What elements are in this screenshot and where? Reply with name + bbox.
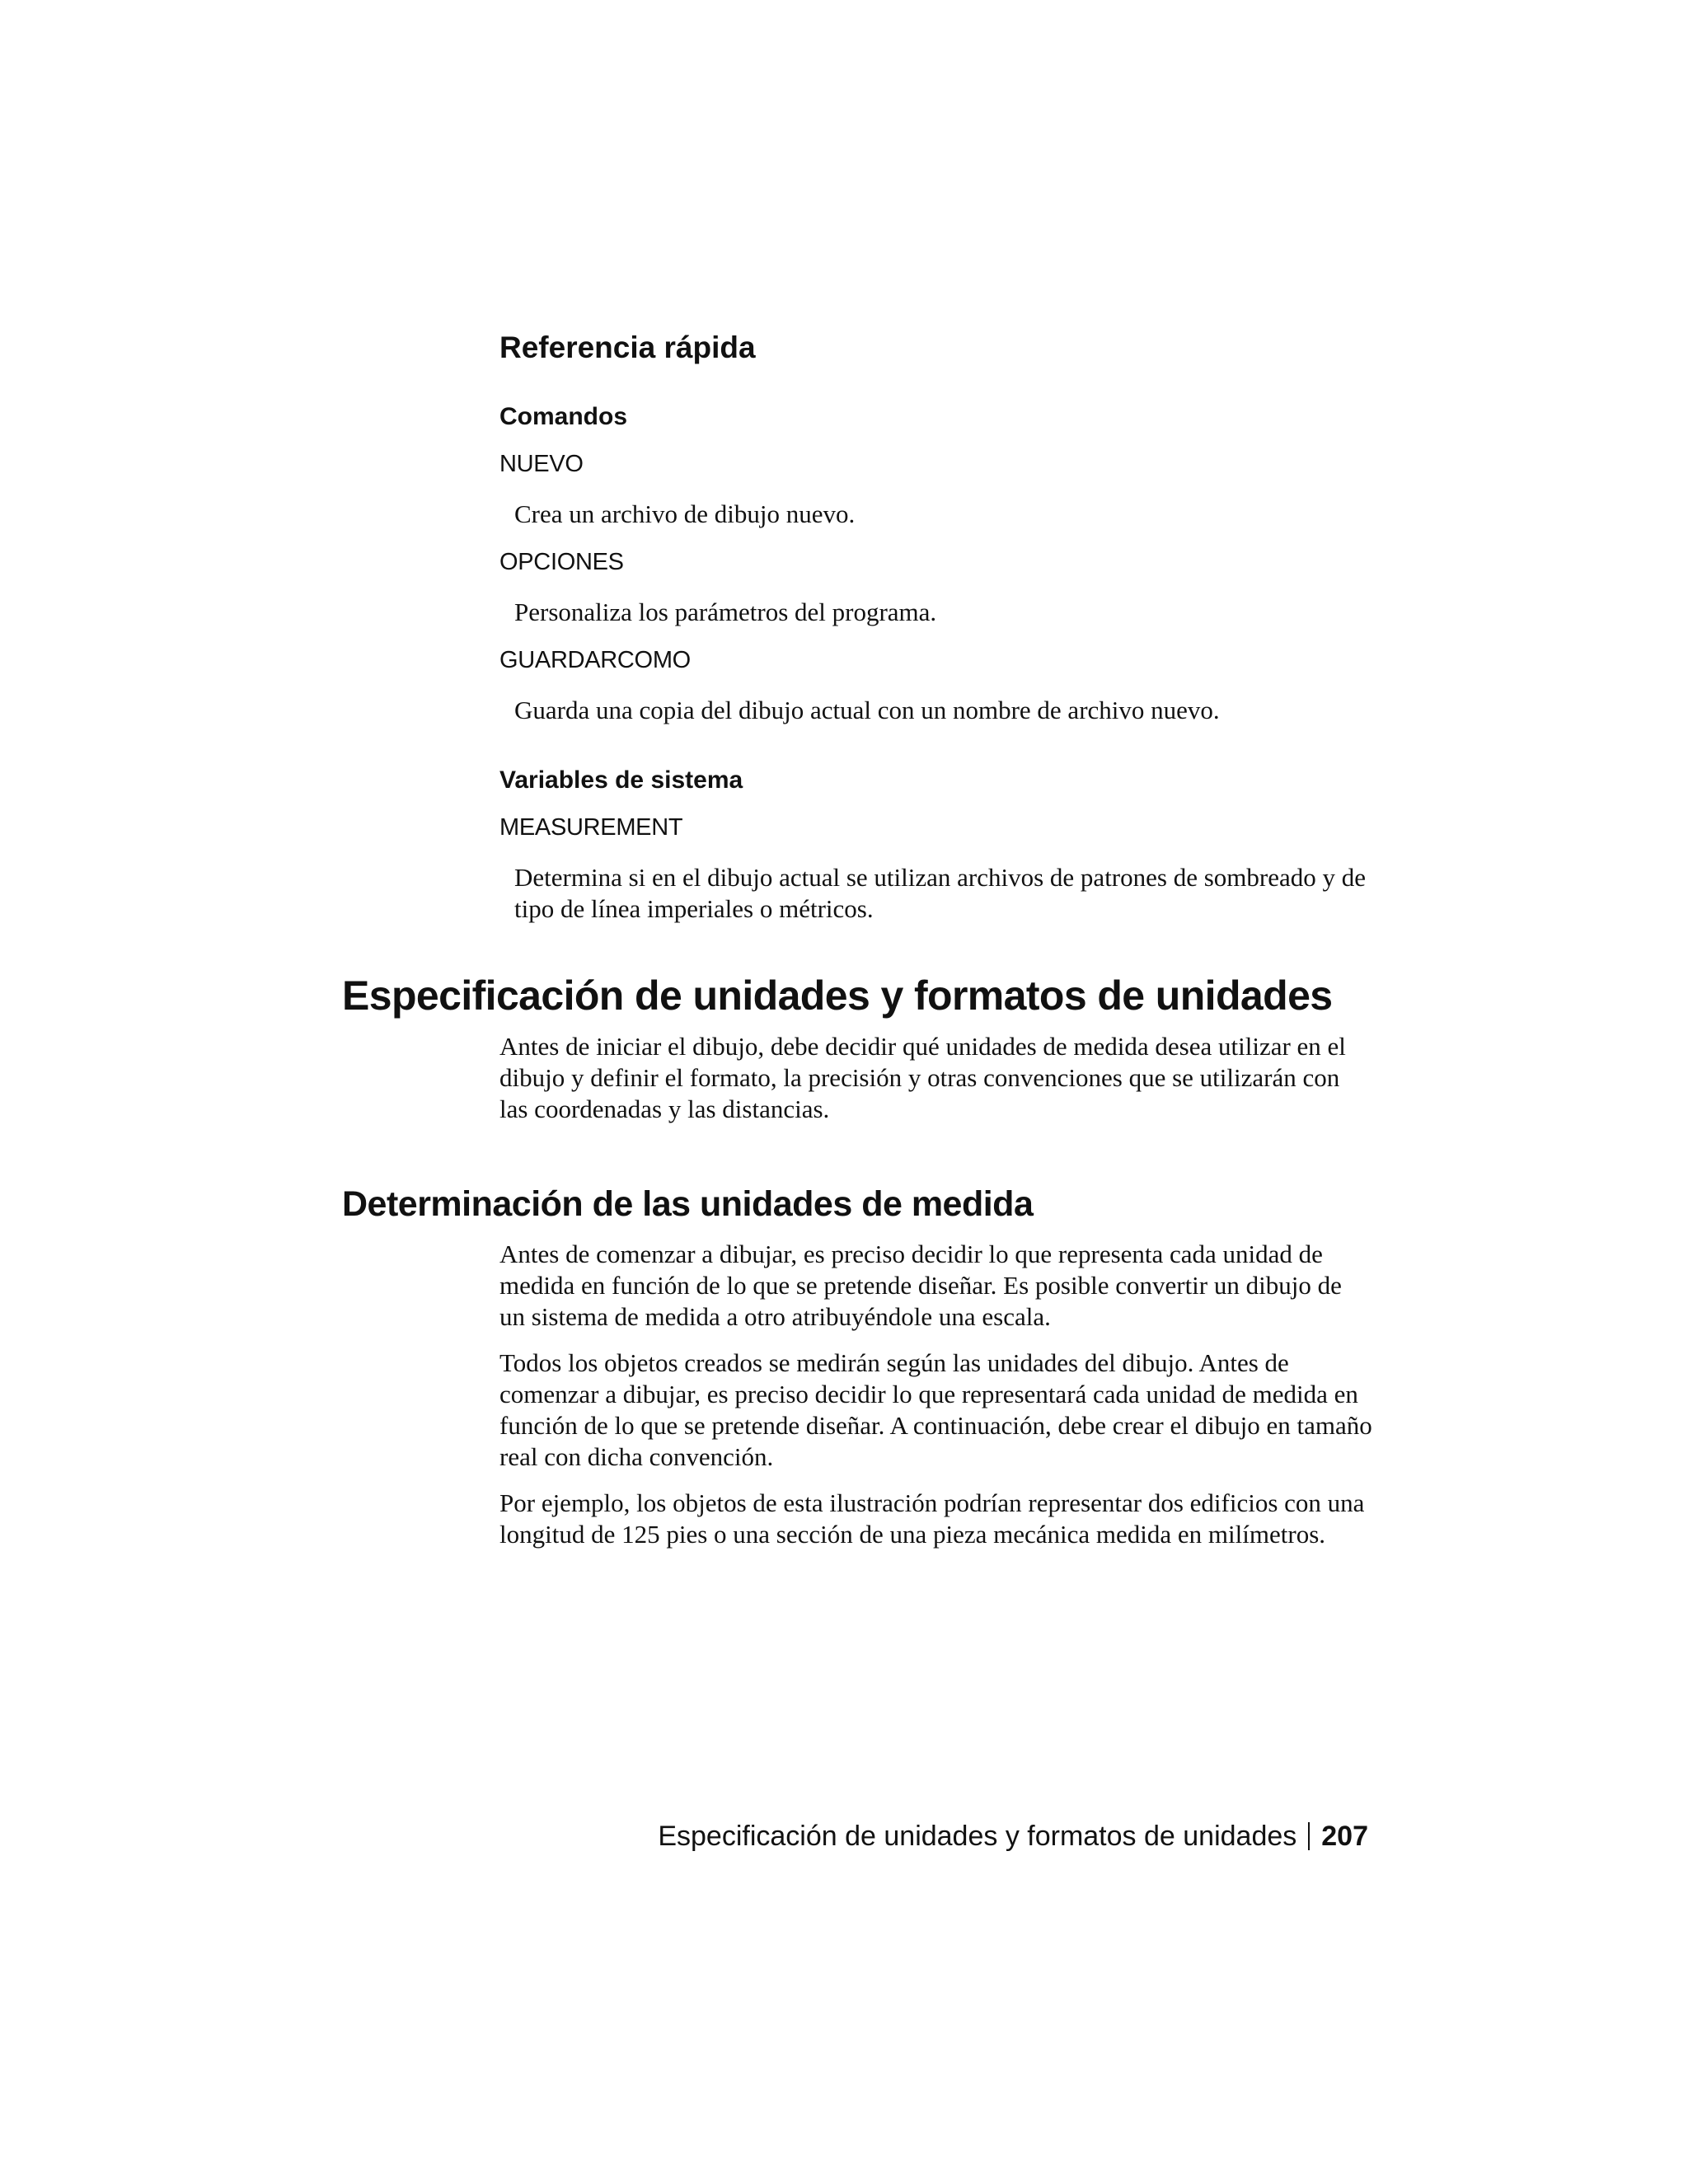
running-title: Especificación de unidades y formatos de unidades: [658, 1821, 1297, 1852]
command-entry: [499, 450, 1373, 530]
command-description: Crea un archivo de dibujo nuevo.: [514, 499, 856, 529]
command-name: GUARDARCOMO: [499, 646, 691, 673]
variable-entry: [499, 813, 1373, 925]
quick-reference: [499, 330, 1373, 943]
command-name: OPCIONES: [499, 549, 624, 576]
commands-heading: Comandos: [499, 403, 628, 431]
page-footer: [658, 1820, 1368, 1854]
command-entry: [499, 548, 1373, 628]
paragraph: Antes de comenzar a dibujar, es preciso decidir lo que representa cada unidad de medida en función de lo que se pretende diseñar. Es posible convertir un dibujo de un sistema de medida a otro atribuyéndole una escala.: [499, 1240, 1342, 1331]
subsection-body: [499, 1239, 1373, 1565]
paragraph: Todos los objetos creados se medirán según las unidades del dibujo. Antes de comenzar a dibujar, es preciso decidir lo que representará cada unidad de medida en función de lo que se pretende diseñar. A continuación, debe crear el dibujo en tamaño real con dicha convención.: [499, 1348, 1372, 1471]
command-description: Guarda una copia del dibujo actual con un nombre de archivo nuevo.: [514, 695, 1220, 724]
quick-reference-title: Referencia rápida: [499, 330, 756, 364]
page-number: 207: [1321, 1821, 1368, 1852]
command-entry: [499, 646, 1373, 726]
subsection-title: Determinación de las unidades de medida: [342, 1184, 1034, 1224]
paragraph: Por ejemplo, los objetos de esta ilustración podrían representar dos edificios con una longitud de 125 pies o una sección de una pieza mecánica medida en milímetros.: [499, 1488, 1365, 1549]
section-intro: Antes de iniciar el dibujo, debe decidir qué unidades de medida desea utilizar en el dibujo y definir el formato, la precisión y otras convenciones que se utilizarán con las coordenadas y las distancias.: [499, 1032, 1346, 1123]
variable-description: Determina si en el dibujo actual se utilizan archivos de patrones de sombreado y de tipo de línea imperiales o métricos.: [514, 862, 1366, 923]
section-title: Especificación de unidades y formatos de unidades: [342, 972, 1333, 1019]
system-variables-heading: Variables de sistema: [499, 766, 743, 794]
footer-divider: [1308, 1822, 1310, 1850]
variable-name: MEASUREMENT: [499, 813, 683, 841]
command-description: Personaliza los parámetros del programa.: [514, 597, 937, 626]
command-name: NUEVO: [499, 451, 584, 478]
section-intro-block: [499, 1031, 1373, 1140]
